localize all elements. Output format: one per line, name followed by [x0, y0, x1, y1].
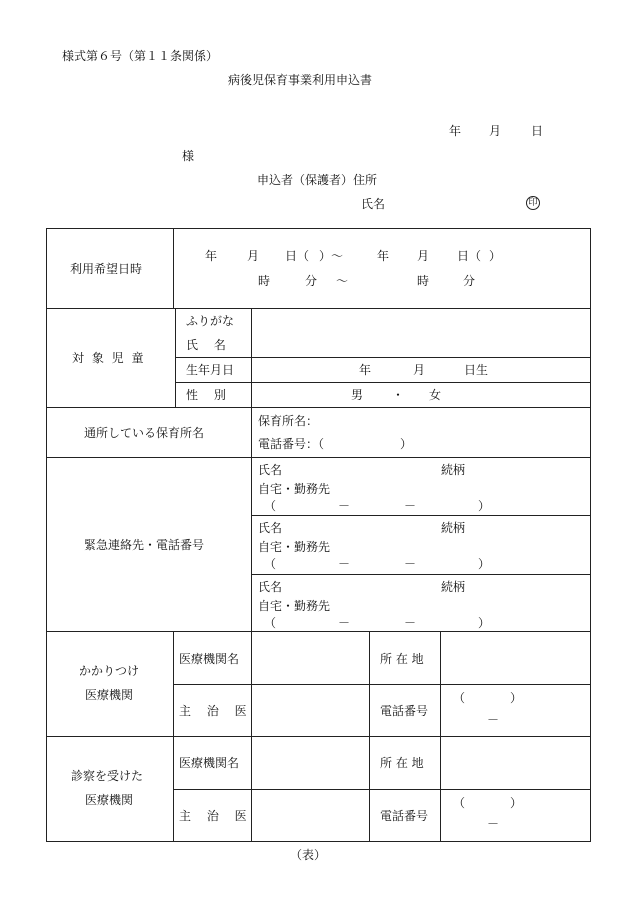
nursery-label: 通所している保育所名 [84, 426, 205, 440]
exam-clinic-phone-dash: － [487, 817, 500, 831]
exam-clinic-phone-label: 電話番号 [380, 809, 429, 823]
addressee-sama: 様 [182, 149, 195, 163]
usage-label: 利用希望日時 [70, 262, 143, 276]
exam-clinic-institution-label: 医療機関名 [179, 756, 240, 770]
family-clinic-phone-open: （ [453, 691, 466, 705]
family-clinic-phone-dash: － [487, 713, 500, 727]
family-clinic-label-line2: 医療機関 [85, 688, 134, 702]
child-name-label: 氏 名 [186, 338, 226, 352]
birth-year: 年 [359, 363, 372, 377]
sex-female: 女 [429, 388, 442, 402]
exam-clinic-doctor-label: 主 治 医 [179, 809, 247, 823]
family-clinic-phone-close: ） [510, 691, 523, 705]
emergency-label: 緊急連絡先・電話番号 [84, 538, 205, 552]
birth-month: 月 [413, 363, 426, 377]
exam-clinic-label-line1: 診察を受けた [71, 769, 144, 783]
nursery-phone-label: 電話番号：（ [258, 437, 325, 451]
sex-separator: ・ [392, 388, 405, 402]
birth-date-label: 生年月日 [186, 363, 235, 377]
family-clinic-location-label: 所 在 地 [380, 652, 424, 666]
nursery-name-label: 保育所名： [258, 414, 319, 428]
sex-male: 男 [351, 388, 364, 402]
applicant-address-label: 申込者（保護者）住所 [257, 173, 378, 187]
birth-day: 日生 [464, 363, 489, 377]
date-year: 年 [449, 124, 462, 138]
exam-clinic-location-label: 所 在 地 [380, 756, 424, 770]
sex-label: 性 別 [186, 388, 226, 402]
child-label: 対 象 児 童 [72, 351, 146, 365]
seal-mark: 印 [526, 196, 540, 210]
exam-clinic-phone-close: ） [510, 796, 523, 810]
exam-clinic-phone-open: （ [453, 796, 466, 810]
family-clinic-label-line1: かかりつけ [79, 664, 140, 678]
page-side-label: （表） [290, 848, 327, 862]
family-clinic-phone-label: 電話番号 [380, 704, 429, 718]
date-day: 日 [531, 124, 544, 138]
date-month: 月 [489, 124, 502, 138]
furigana-label: ふりがな [186, 314, 235, 328]
applicant-name-label: 氏名 [361, 197, 386, 211]
exam-clinic-label-line2: 医療機関 [85, 793, 134, 807]
page-title: 病後児保育事業利用申込書 [228, 73, 373, 87]
nursery-phone-close: ） [400, 437, 413, 451]
family-clinic-doctor-label: 主 治 医 [179, 704, 247, 718]
form-number: 様式第６号（第１１条関係） [62, 49, 219, 63]
family-clinic-institution-label: 医療機関名 [179, 652, 240, 666]
